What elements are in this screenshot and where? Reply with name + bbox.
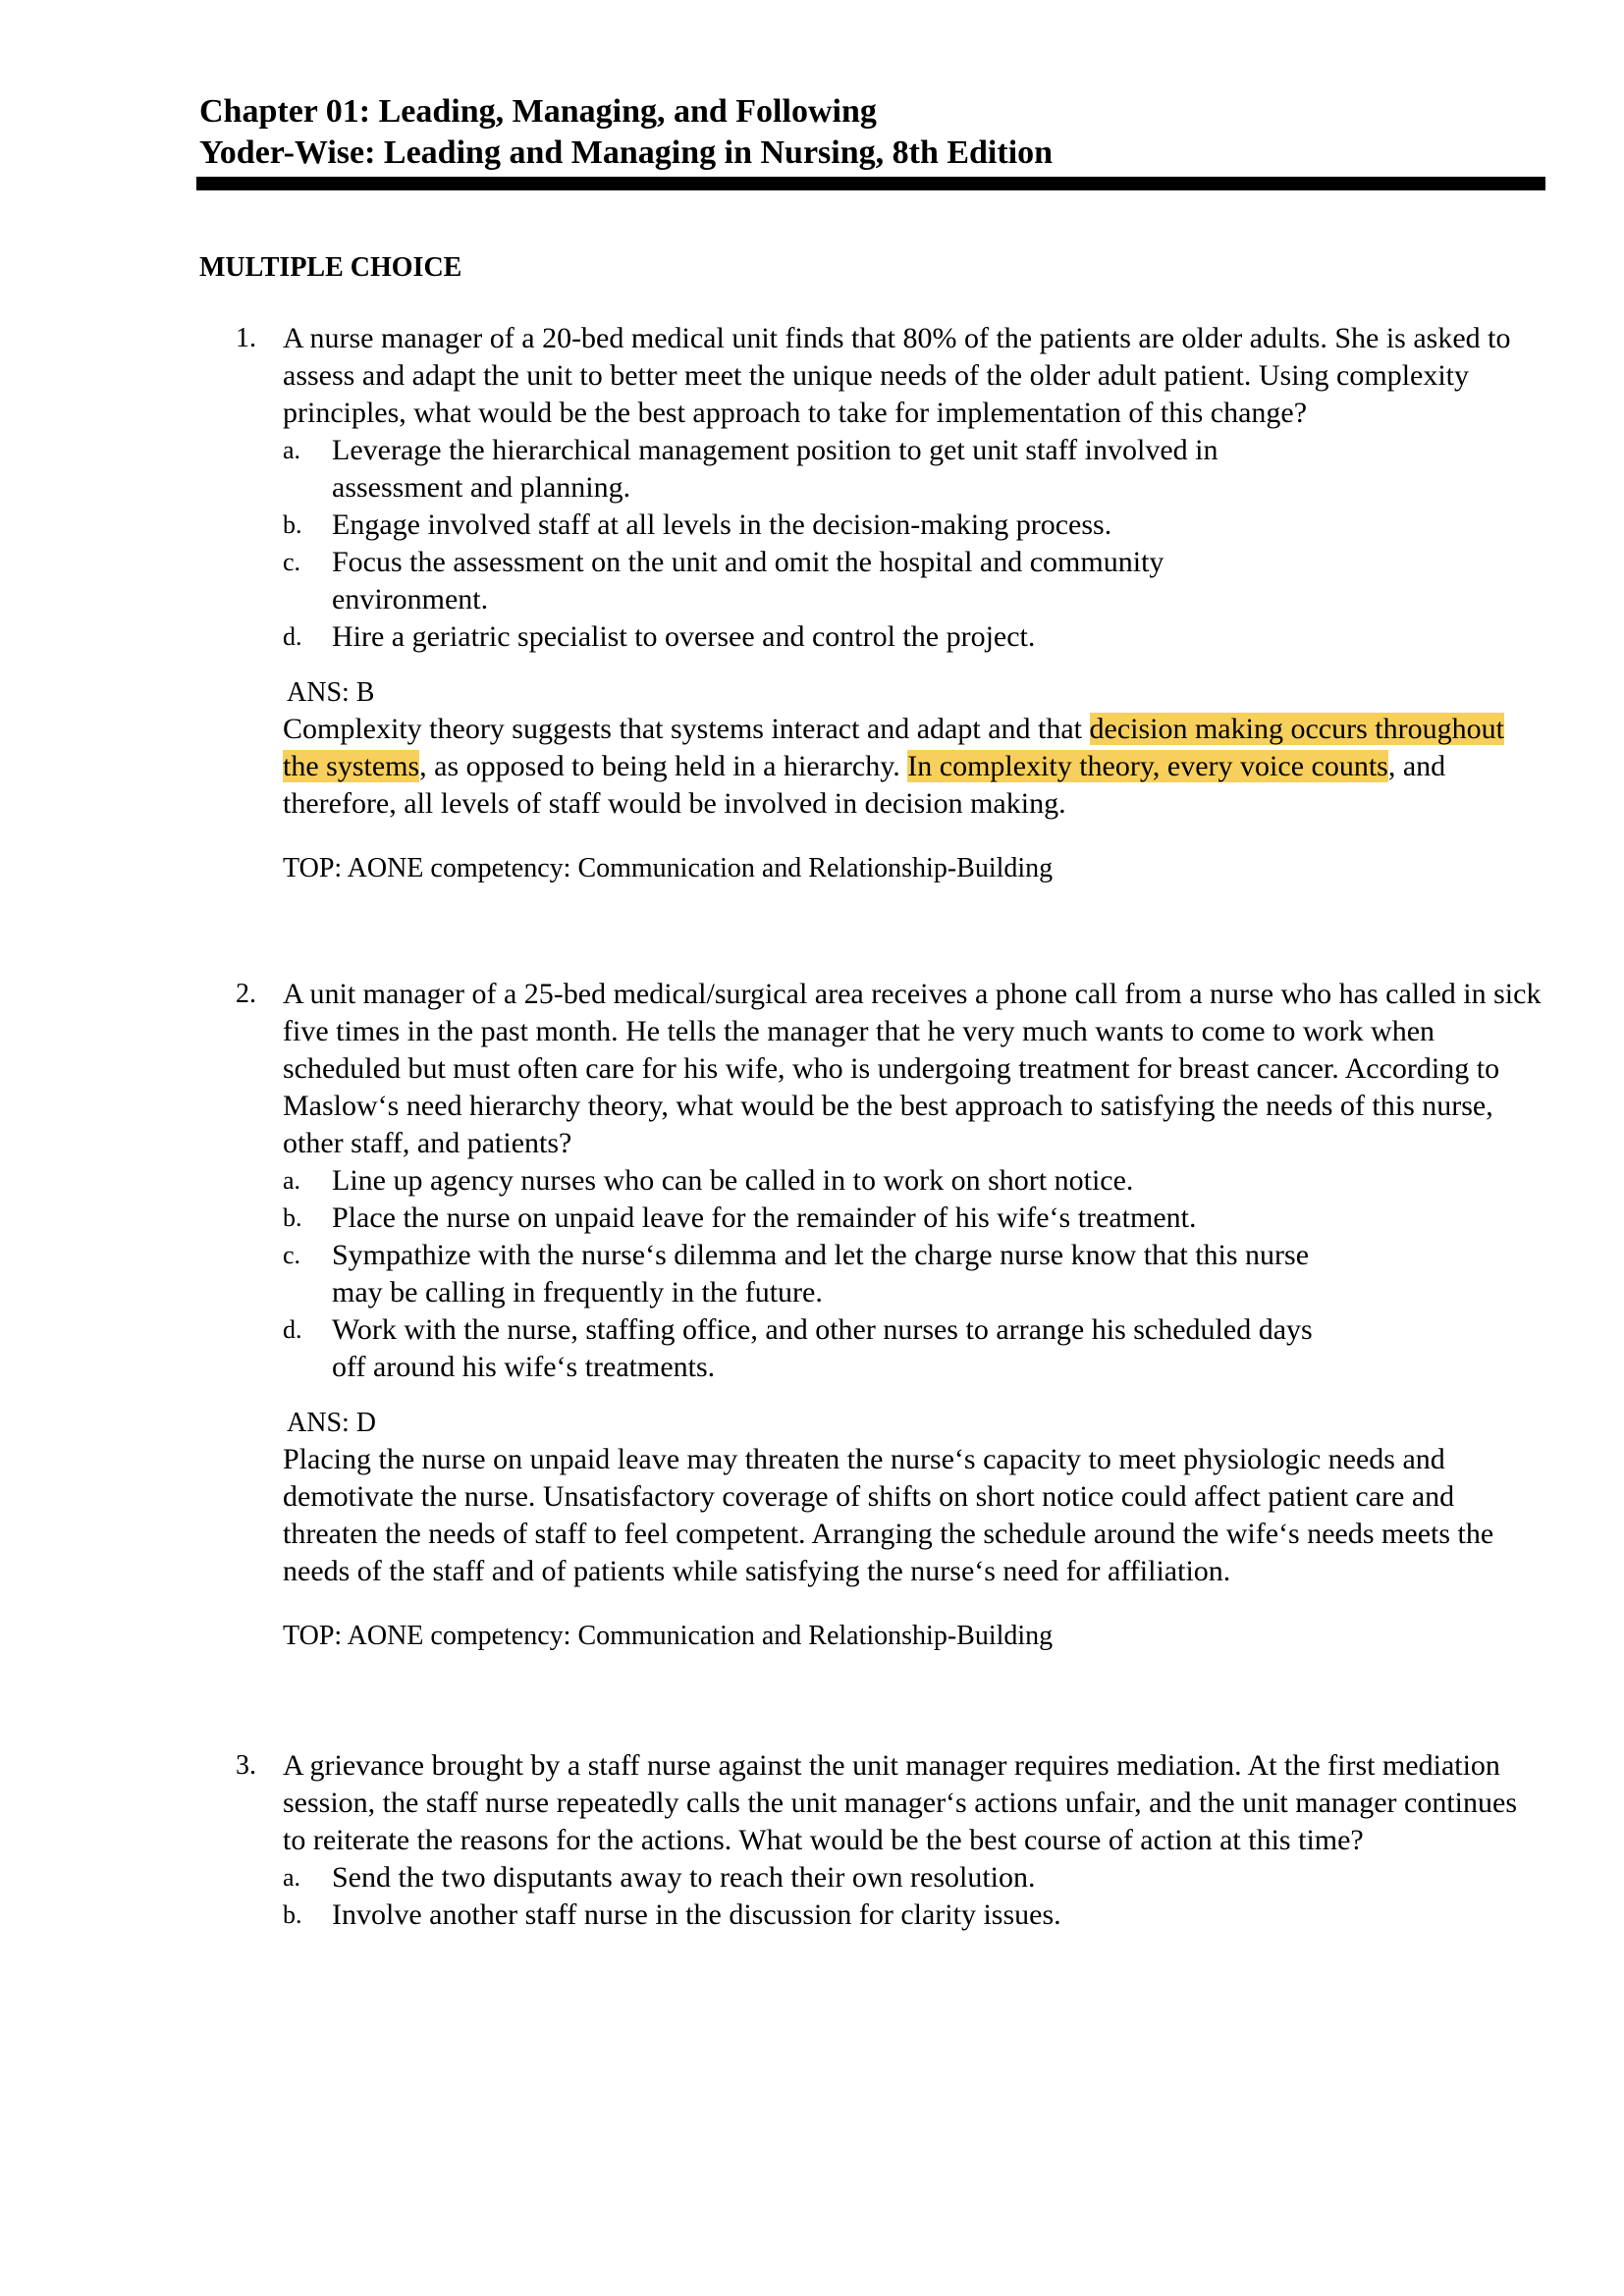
question-number: 3. xyxy=(236,1750,256,1781)
answer-block xyxy=(283,675,1542,823)
option-a xyxy=(283,1162,1314,1200)
rationale-text: , as opposed to being held in a hierarchy. xyxy=(419,750,908,782)
option-letter: d. xyxy=(283,622,302,651)
highlighted-text: In complexity theory, every voice counts xyxy=(907,750,1388,782)
option-text: Focus the assessment on the unit and omit the hospital and community environment. xyxy=(332,546,1164,615)
option-text: Engage involved staff at all levels in the decision-making process. xyxy=(332,508,1112,541)
option-list xyxy=(283,432,1542,656)
option-a xyxy=(283,1859,1314,1896)
option-letter: b. xyxy=(283,1900,302,1929)
option-letter: b. xyxy=(283,1203,302,1232)
option-d xyxy=(283,618,1314,656)
rationale-text: Placing the nurse on unpaid leave may threaten the nurse‘s capacity to meet physiologic needs and demotivate the nurse. Unsatisfactory coverage of shifts on short notice could affect patient care and threaten the needs of staff to feel competent. Arranging the schedule around the wife‘s needs meets the needs of the staff and of patients while satisfying the nurse‘s need for affiliation. xyxy=(283,1443,1494,1587)
option-d xyxy=(283,1311,1314,1386)
option-letter: c. xyxy=(283,548,301,576)
option-b xyxy=(283,507,1314,544)
section-heading: MULTIPLE CHOICE xyxy=(199,252,462,283)
topic-line: TOP: AONE competency: Communication and Relationship-Building xyxy=(283,1621,1054,1651)
option-a xyxy=(283,432,1314,507)
book-title: Yoder-Wise: Leading and Managing in Nursing, 8th Edition xyxy=(199,134,1054,171)
question-number: 2. xyxy=(236,979,256,1009)
option-text: Send the two disputants away to reach their own resolution. xyxy=(332,1861,1036,1894)
option-text: Sympathize with the nurse‘s dilemma and let the charge nurse know that this nurse may be calling in frequently in the future. xyxy=(332,1239,1310,1308)
option-letter: a. xyxy=(283,1166,301,1195)
option-b xyxy=(283,1896,1314,1934)
option-list xyxy=(283,1162,1542,1386)
rationale-text: Complexity theory suggests that systems interact and adapt and that xyxy=(283,713,1090,745)
header-rule xyxy=(196,177,1545,190)
answer-label: ANS: D xyxy=(287,1408,377,1438)
rationale-text: , and therefore, all levels of staff would be involved in decision making. xyxy=(283,750,1446,820)
option-list xyxy=(283,1859,1542,1934)
question-1 xyxy=(236,320,1542,885)
highlighted-text: decision making occurs throughout the systems xyxy=(283,713,1504,782)
rationale xyxy=(283,711,1540,823)
option-letter: c. xyxy=(283,1241,301,1269)
option-c xyxy=(283,544,1314,618)
option-b xyxy=(283,1200,1314,1237)
rationale xyxy=(283,1441,1540,1590)
option-text: Involve another staff nurse in the discussion for clarity issues. xyxy=(332,1898,1061,1931)
question-3 xyxy=(236,1747,1542,1934)
option-c xyxy=(283,1237,1314,1311)
option-text: Place the nurse on unpaid leave for the remainder of his wife‘s treatment. xyxy=(332,1201,1197,1234)
option-letter: a. xyxy=(283,436,301,464)
option-letter: b. xyxy=(283,510,302,539)
question-stem: A nurse manager of a 20-bed medical unit finds that 80% of the patients are older adults. She is asked to assess and adapt the unit to better meet the unique needs of the older adult patient. Using complexity principles, what would be the best approach to take for implementation of this change? xyxy=(283,322,1511,429)
option-letter: d. xyxy=(283,1315,302,1344)
answer-label: ANS: B xyxy=(287,677,375,708)
option-text: Leverage the hierarchical management position to get unit staff involved in assessment and planning. xyxy=(332,434,1218,504)
option-letter: a. xyxy=(283,1863,301,1892)
document-header xyxy=(199,91,1544,174)
option-text: Hire a geriatric specialist to oversee and control the project. xyxy=(332,620,1036,653)
question-number: 1. xyxy=(236,323,256,353)
topic-line: TOP: AONE competency: Communication and Relationship-Building xyxy=(283,853,1054,883)
chapter-title: Chapter 01: Leading, Managing, and Following xyxy=(199,93,877,130)
option-text: Work with the nurse, staffing office, and other nurses to arrange his scheduled days off around his wife‘s treatments. xyxy=(332,1313,1313,1383)
answer-block xyxy=(283,1406,1542,1590)
question-2 xyxy=(236,976,1542,1653)
option-text: Line up agency nurses who can be called in to work on short notice. xyxy=(332,1164,1134,1197)
question-stem: A unit manager of a 25-bed medical/surgical area receives a phone call from a nurse who has called in sick five times in the past month. He tells the manager that he very much wants to come to work when scheduled but must often care for his wife, who is undergoing treatment for breast cancer. According to Maslow‘s need hierarchy theory, what would be the best approach to satisfying the needs of this nurse, other staff, and patients? xyxy=(283,978,1542,1159)
question-stem: A grievance brought by a staff nurse against the unit manager requires mediation. At the first mediation session, the staff nurse repeatedly calls the unit manager‘s actions unfair, and the unit manager continues to reiterate the reasons for the actions. What would be the best course of action at this time? xyxy=(283,1749,1518,1856)
